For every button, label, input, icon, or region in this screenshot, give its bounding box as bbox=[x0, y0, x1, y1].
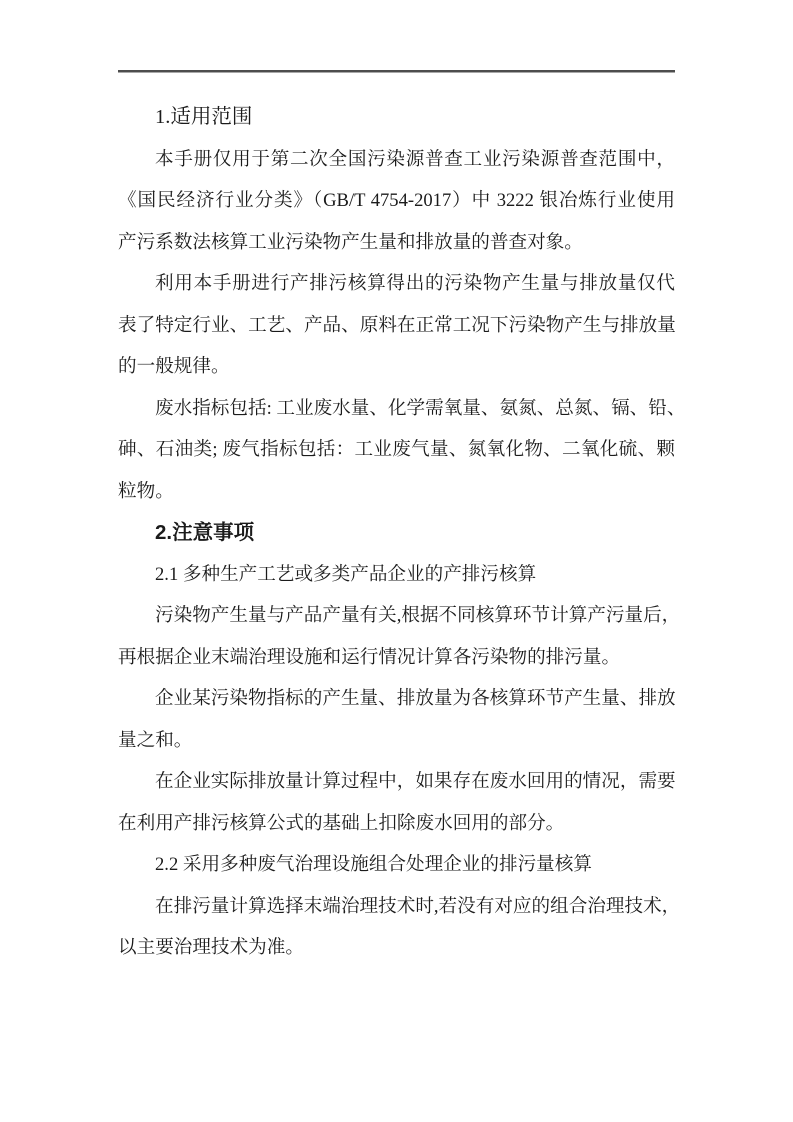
section-2-heading bbox=[118, 512, 675, 554]
paragraph-general-rule bbox=[118, 263, 675, 388]
subsection-2-2-heading bbox=[118, 844, 675, 886]
paragraph-2-2-a bbox=[118, 886, 681, 969]
header-rule bbox=[118, 70, 675, 72]
text-line: 以主要治理技术为准。 bbox=[118, 937, 304, 958]
text-line: 的一般规律。 bbox=[118, 356, 230, 377]
paragraph-2-1-a bbox=[118, 595, 681, 678]
text-line: 利用本手册进行产排污核算得出的污染物产生量与排放量仅代 bbox=[155, 273, 675, 294]
text-line: 2.注意事项 bbox=[155, 521, 255, 544]
text-line: 在排污量计算选择末端治理技术时,若没有对应的组合治理技术， bbox=[155, 895, 681, 917]
text-line: 企业某污染物指标的产生量、排放量为各核算环节产生量、排放 bbox=[155, 688, 676, 709]
text-line: 1.适用范围 bbox=[155, 106, 253, 128]
text-line: 2.2 采用多种废气治理设施组合处理企业的排污量核算 bbox=[155, 854, 592, 875]
subsection-2-1-heading bbox=[118, 554, 675, 596]
text-line: 2.1 多种生产工艺或多类产品企业的产排污核算 bbox=[155, 563, 537, 585]
text-line: 再根据企业末端治理设施和运行情况计算各污染物的排污量。 bbox=[118, 646, 621, 668]
text-line: 量之和。 bbox=[118, 729, 193, 751]
document-content bbox=[118, 97, 686, 969]
paragraph-scope bbox=[118, 139, 675, 264]
paragraph-2-1-b bbox=[118, 678, 675, 761]
paragraph-indicators bbox=[118, 388, 686, 513]
text-line: 污染物产生量与产品产量有关,根据不同核算环节计算产污量后， bbox=[155, 605, 681, 626]
text-line: 砷、石油类; 废气指标包括：工业废气量、氮氧化物、二氧化硫、颗 bbox=[118, 439, 675, 460]
section-1-heading bbox=[118, 97, 675, 139]
text-line: 《国民经济行业分类》（GB/T 4754-2017）中 3222 银冶炼行业使用 bbox=[118, 190, 675, 211]
text-line: 表了特定行业、工艺、产品、原料在正常工况下污染物产生与排放量 bbox=[118, 314, 676, 336]
text-line: 产污系数法核算工业污染物产生量和排放量的普查对象。 bbox=[118, 231, 583, 253]
text-line: 本手册仅用于第二次全国污染源普查工业污染源普查范围中， bbox=[155, 148, 675, 170]
paragraph-2-1-c bbox=[118, 761, 675, 844]
text-line: 粒物。 bbox=[118, 480, 174, 502]
text-line: 废水指标包括: 工业废水量、化学需氧量、氨氮、总氮、镉、铅、 bbox=[155, 397, 686, 419]
text-line: 在利用产排污核算公式的基础上扣除废水回用的部分。 bbox=[118, 812, 565, 834]
text-line: 在企业实际排放量计算过程中，如果存在废水回用的情况，需要 bbox=[155, 771, 676, 792]
